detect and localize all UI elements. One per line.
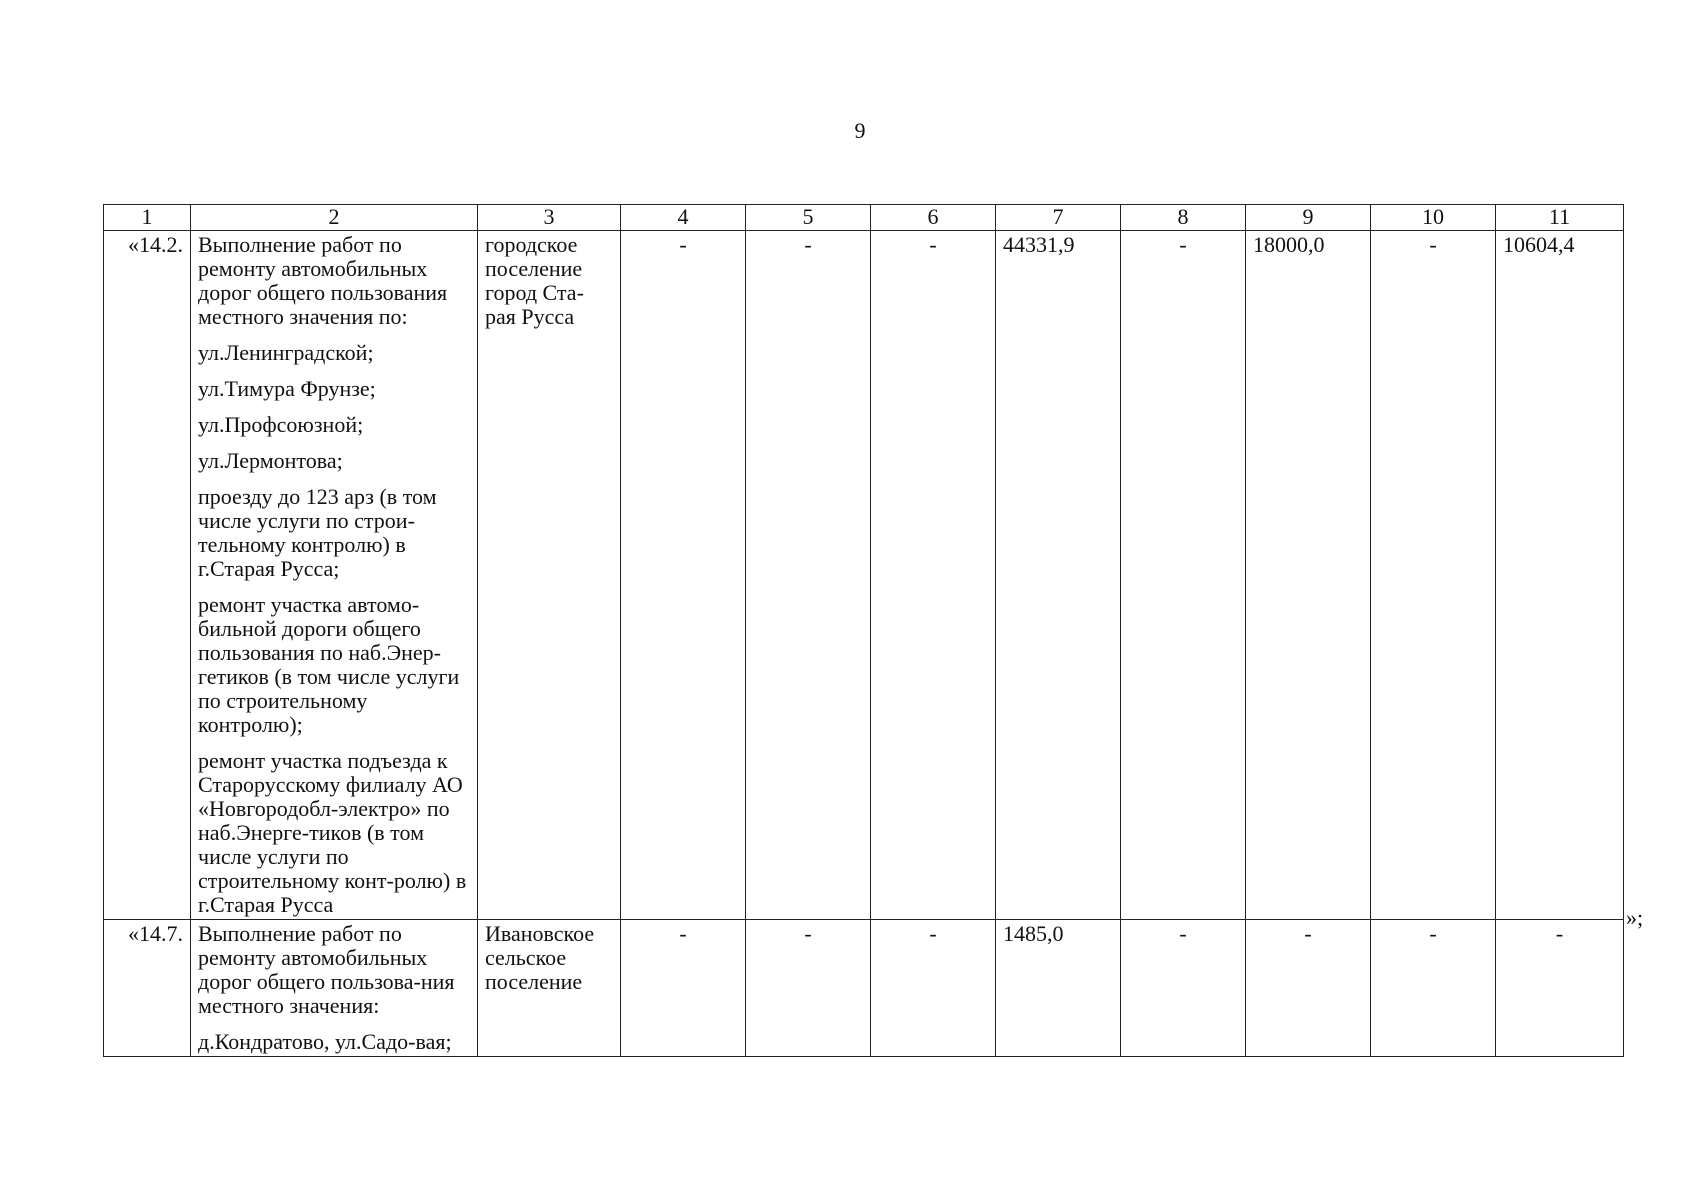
cell-col10: - — [1371, 231, 1496, 920]
cell-col6: - — [871, 920, 996, 1057]
column-header: 6 — [871, 205, 996, 231]
page-number: 9 — [854, 118, 866, 143]
cell-col10: - — [1371, 920, 1496, 1057]
table-row — [104, 231, 1624, 920]
column-header: 5 — [746, 205, 871, 231]
cell-col5: - — [746, 920, 871, 1057]
column-header: 9 — [1246, 205, 1371, 231]
row-number: «14.7. — [104, 920, 191, 1057]
table-row — [104, 920, 1624, 1057]
description-paragraph: ул.Профсоюзной; — [198, 412, 364, 437]
description-paragraph: ул.Тимура Фрунзе; — [198, 376, 376, 401]
column-header: 4 — [621, 205, 746, 231]
cell-col8: - — [1121, 920, 1246, 1057]
cell-col7: 44331,9 — [996, 231, 1121, 920]
column-header: 7 — [996, 205, 1121, 231]
cell-col6: - — [871, 231, 996, 920]
closing-quote-mark: »; — [1626, 905, 1644, 930]
cell-col9: - — [1246, 920, 1371, 1057]
column-header: 10 — [1371, 205, 1496, 231]
cell-col9: 18000,0 — [1246, 231, 1371, 920]
cell-col11: 10604,4 — [1496, 231, 1624, 920]
description-paragraph: ремонт участка автомо-бильной дороги общего пользования по наб.Энер-гетиков (в том числе услуги по строительному контролю); — [198, 592, 460, 737]
header-row — [104, 205, 1624, 231]
description-paragraph: Выполнение работ по ремонту автомобильных дорог общего пользова-ния местного значения: — [198, 921, 455, 1018]
column-header: 2 — [191, 205, 478, 231]
column-header: 8 — [1121, 205, 1246, 231]
row-place: городское поселение город Ста-рая Русса — [478, 231, 621, 920]
column-header: 1 — [104, 205, 191, 231]
column-header: 3 — [478, 205, 621, 231]
row-number: «14.2. — [104, 231, 191, 920]
cell-col11: - — [1496, 920, 1624, 1057]
cell-col7: 1485,0 — [996, 920, 1121, 1057]
cell-col5: - — [746, 231, 871, 920]
row-description — [191, 920, 478, 1057]
description-paragraph: ремонт участка подъезда к Старорусскому филиалу АО «Новгородобл-электро» по наб.Энерге-тиков (в том числе услуги по строительному конт-ролю) в г.Старая Русса — [198, 748, 467, 917]
cell-col4: - — [621, 231, 746, 920]
row-place: Ивановское сельское поселение — [478, 920, 621, 1057]
description-paragraph: ул.Ленинградской; — [198, 340, 374, 365]
cell-col8: - — [1121, 231, 1246, 920]
cell-col4: - — [621, 920, 746, 1057]
row-description — [191, 231, 478, 920]
description-paragraph: Выполнение работ по ремонту автомобильных дорог общего пользования местного значения по: — [198, 232, 448, 329]
description-paragraph: ул.Лермонтова; — [198, 448, 343, 473]
column-header: 11 — [1496, 205, 1624, 231]
budget-table — [103, 204, 1624, 1057]
description-paragraph: проезду до 123 арз (в том числе услуги по строи-тельному контролю) в г.Старая Русса; — [198, 484, 437, 581]
description-paragraph: д.Кондратово, ул.Садо-вая; — [198, 1029, 452, 1054]
